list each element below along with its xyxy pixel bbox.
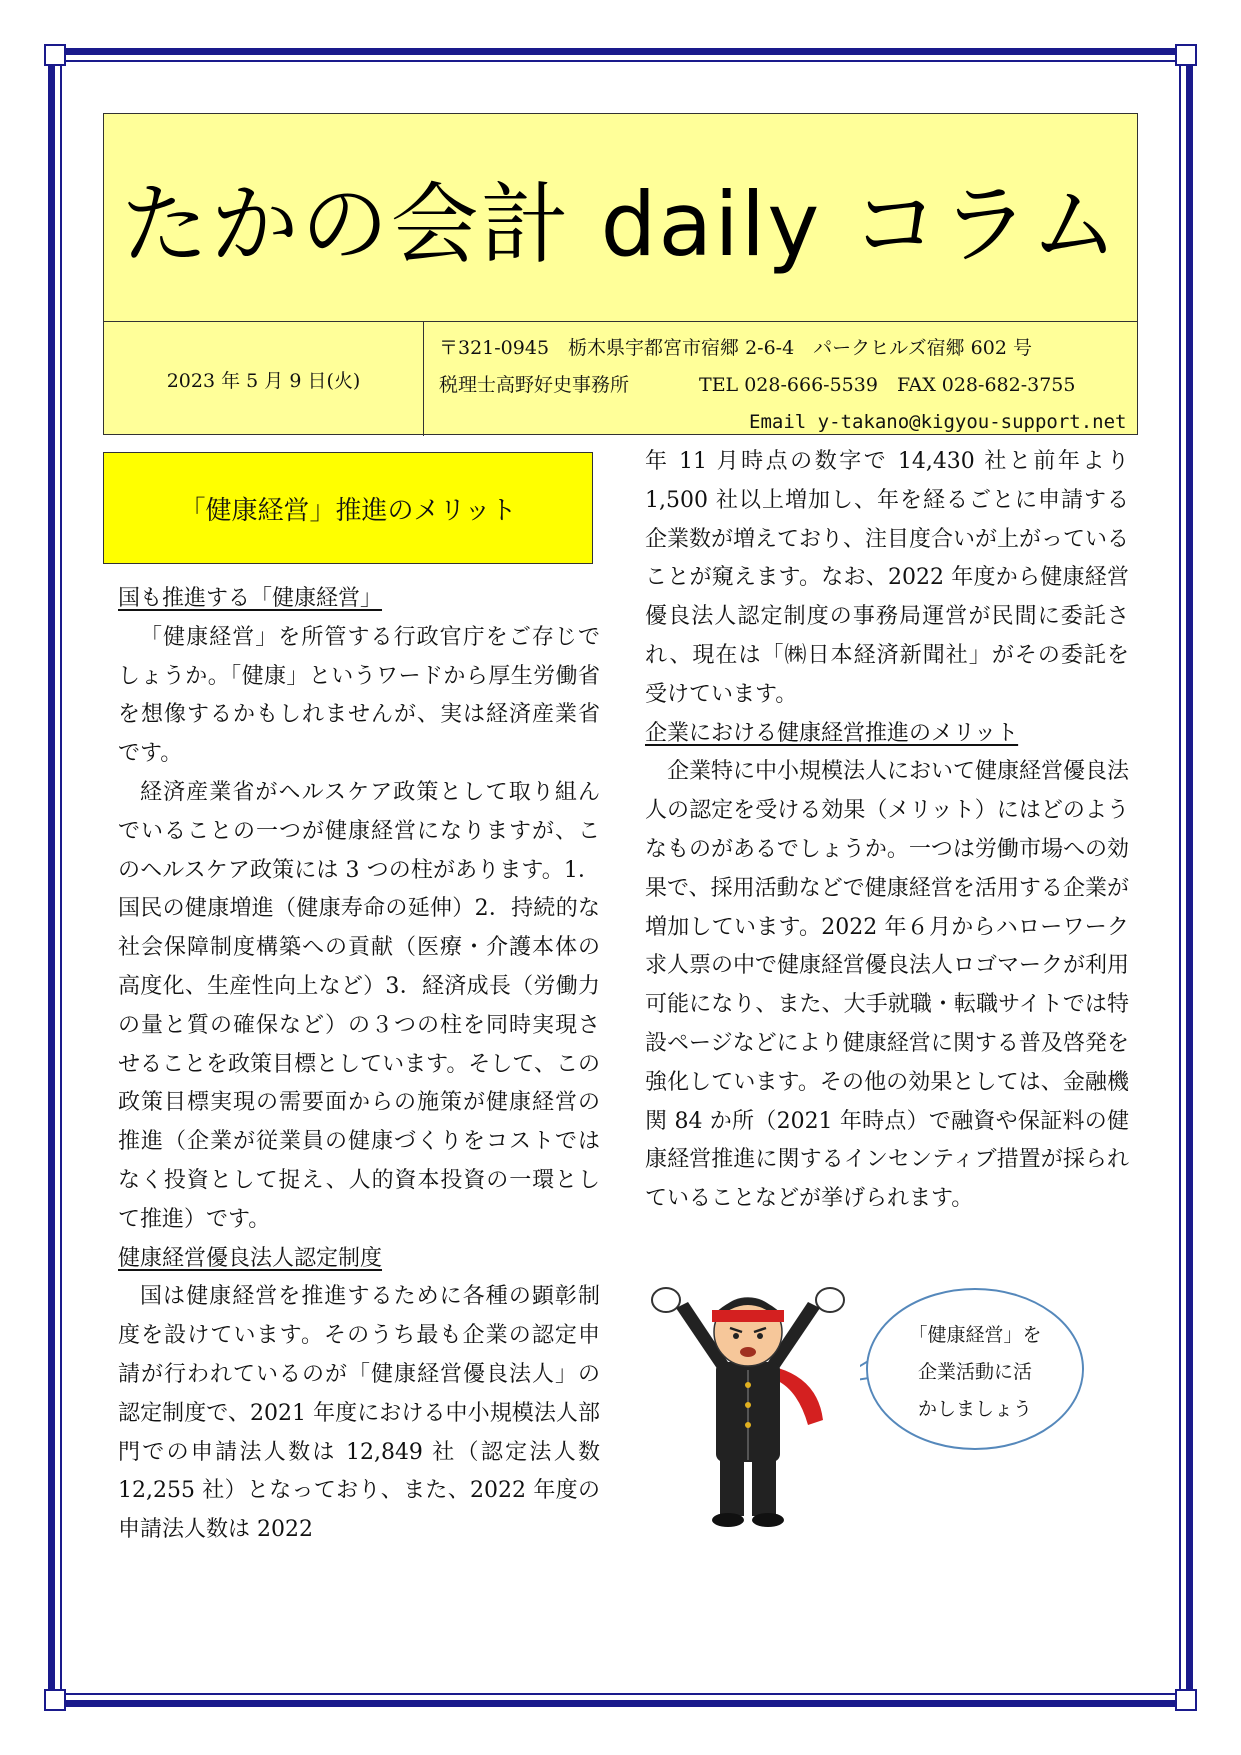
- frame-corner-top-right: [1175, 44, 1197, 66]
- office-address: 〒321-0945 栃木県宇都宮市宿郷 2-6-4 パークヒルズ宿郷 602 号: [439, 337, 1032, 359]
- issue-date: 2023 年 5 月 9 日(火): [104, 322, 424, 436]
- office-name: 税理士高野好史事務所: [439, 374, 630, 396]
- office-tel-fax: TEL 028-666-5539 FAX 028-682-3755: [699, 374, 1076, 396]
- article-left-column: [118, 580, 600, 1550]
- paragraph-1: 「健康経営」を所管する行政官庁をご存じでしょうか。「健康」というワードから厚生労働省を想像するかもしれませんが、実は経済産業省です。: [118, 624, 600, 767]
- cheerleader-mascot-icon: [648, 1280, 848, 1530]
- paragraph-3: 国は健康経営を推進するために各種の顕彰制度を設けています。そのうち最も企業の認定申請が行われているのが「健康経営優良法人」の認定制度で、2021 年度における中小規模法人部門での申請法人数は 12,849 社（認定法人数 12,255 社）となっており、また、2022 年度の申請法人数は 2022: [118, 1284, 600, 1543]
- frame-corner-top-left: [44, 44, 66, 66]
- office-contact: [439, 330, 1127, 433]
- paragraph-4: 年 11 月時点の数字で 14,430 社と前年より 1,500 社以上増加し、年を経るごとに申請する企業数が増えており、注目度合いが上がっていることが窺えます。なお、2022 年度から健康経営優良法人認定制度の事務局運営が民間に委託され、現在は「㈱日本経済新聞社」がその委託を受けています。: [645, 449, 1130, 707]
- section-heading-1: 国も推進する「健康経営」: [118, 586, 383, 611]
- bubble-line-2: 企業活動に活: [917, 1361, 1032, 1383]
- article-right-column: [645, 443, 1129, 1219]
- speech-bubble-text: [885, 1317, 1065, 1428]
- paragraph-2: 経済産業省がヘルスケア政策として取り組んでいることの一つが健康経営になりますが、このヘルスケア政策には 3 つの柱があります。1．国民の健康増進（健康寿命の延伸）2．持続的な社会保障制度構築への貢献（医療・介護本体の高度化、生産性向上など）3．経済成長（労働力の量と質の確保など）の３つの柱を同時実現させることを政策目標としています。そして、この政策目標実現の需要面からの施策が健康経営の推進（企業が従業員の健康づくりをコストではなく投資として捉え、人的資本投資の一環として推進）です。: [118, 779, 600, 1232]
- bubble-line-3: かしましょう: [917, 1398, 1032, 1420]
- masthead: [103, 113, 1138, 435]
- frame-corner-bottom-left: [44, 1689, 66, 1711]
- section-heading-3: 企業における健康経営推進のメリット: [645, 720, 1019, 746]
- article-headline: 「健康経営」推進のメリット: [103, 452, 593, 564]
- masthead-info-row: [104, 321, 1137, 436]
- frame-corner-bottom-right: [1175, 1689, 1197, 1711]
- newsletter-title: たかの会計 daily コラム: [120, 172, 1121, 276]
- office-line: [439, 367, 1075, 404]
- bubble-line-1: 「健康経営」を: [908, 1324, 1042, 1346]
- paragraph-5: 企業特に中小規模法人において健康経営優良法人の認定を受ける効果（メリット）にはどのようなものがあるでしょうか。一つは労働市場への効果で、採用活動などで健康経営を活用する企業が増加しています。2022 年６月からハローワーク求人票の中で健康経営優良法人ロゴマークが利用可能になり、また、大手就職・転職サイトでは特設ページなどにより健康経営に関する普及啓発を強化しています。その他の効果としては、金融機関 84 か所（2021 年時点）で融資や保証料の健康経営推進に関するインセンティブ措置が採られていることなどが挙げられます。: [645, 759, 1130, 1212]
- section-heading-2: 健康経営優良法人認定制度: [118, 1245, 383, 1271]
- office-email: Email y-takano@kigyou-support.net: [749, 411, 1127, 433]
